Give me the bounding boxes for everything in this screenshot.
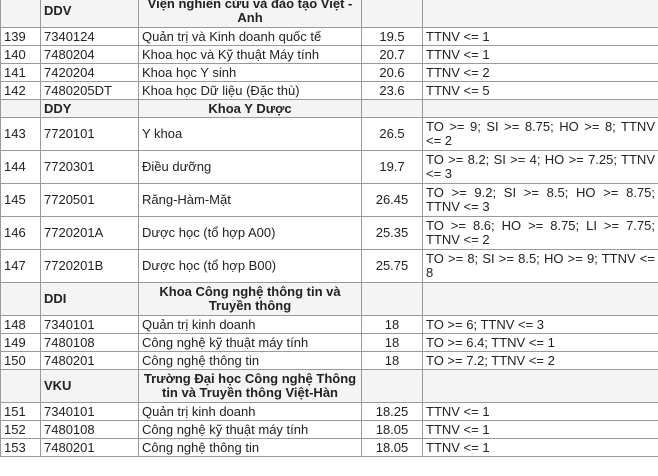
major-code-cell: 7480204 (41, 46, 139, 64)
group-row (1, 100, 658, 118)
group-row (1, 370, 658, 403)
major-name-cell: Y khoa (139, 118, 362, 151)
empty-cell (423, 0, 658, 28)
score-cell: 25.75 (362, 250, 423, 283)
score-cell: 18 (362, 334, 423, 352)
major-name-cell: Dược học (tổ hợp A00) (139, 217, 362, 250)
score-cell: 26.5 (362, 118, 423, 151)
table-row (1, 151, 658, 184)
empty-cell (423, 370, 658, 403)
score-cell: 20.6 (362, 64, 423, 82)
empty-cell (1, 283, 41, 316)
empty-cell (362, 370, 423, 403)
stt-cell: 143 (1, 118, 41, 151)
condition-cell: TTNV <= 1 (423, 421, 658, 439)
stt-cell: 145 (1, 184, 41, 217)
stt-cell: 139 (1, 28, 41, 46)
score-cell: 25.35 (362, 217, 423, 250)
empty-cell (362, 100, 423, 118)
condition-cell: TTNV <= 1 (423, 439, 658, 457)
major-name-cell: Khoa học Y sinh (139, 64, 362, 82)
table-row (1, 250, 658, 283)
stt-cell: 147 (1, 250, 41, 283)
table-row (1, 64, 658, 82)
group-row (1, 283, 658, 316)
empty-cell (423, 283, 658, 316)
table-row (1, 184, 658, 217)
empty-cell (362, 0, 423, 28)
table-row (1, 334, 658, 352)
condition-cell: TO >= 9.2; SI >= 8.5; HO >= 8.75; TTNV <= 3 (423, 184, 658, 217)
condition-cell: TTNV <= 1 (423, 28, 658, 46)
table-row (1, 421, 658, 439)
major-code-cell: 7340101 (41, 403, 139, 421)
condition-cell: TO >= 8.6; HO >= 8.75; LI >= 7.75; TTNV <= 2 (423, 217, 658, 250)
condition-cell: TO >= 9; SI >= 8.75; HO >= 8; TTNV <= 2 (423, 118, 658, 151)
empty-cell (423, 100, 658, 118)
score-cell: 26.45 (362, 184, 423, 217)
table-row (1, 46, 658, 64)
condition-cell: TTNV <= 1 (423, 46, 658, 64)
major-name-cell: Khoa học và Kỹ thuật Máy tính (139, 46, 362, 64)
score-cell: 23.6 (362, 82, 423, 100)
major-code-cell: 7720101 (41, 118, 139, 151)
major-code-cell: 7480201 (41, 352, 139, 370)
group-name: Trường Đại học Công nghệ Thông tin và Truyền thông Việt-Hàn (139, 370, 362, 403)
condition-cell: TO >= 6.4; TTNV <= 1 (423, 334, 658, 352)
major-name-cell: Răng-Hàm-Mặt (139, 184, 362, 217)
major-code-cell: 7720301 (41, 151, 139, 184)
group-code: VKU (41, 370, 139, 403)
stt-cell: 151 (1, 403, 41, 421)
stt-cell: 150 (1, 352, 41, 370)
major-name-cell: Điều dưỡng (139, 151, 362, 184)
score-cell: 19.5 (362, 28, 423, 46)
major-code-cell: 7480201 (41, 439, 139, 457)
major-name-cell: Công nghệ kỹ thuật máy tính (139, 421, 362, 439)
major-code-cell: 7720501 (41, 184, 139, 217)
major-name-cell: Công nghệ kỹ thuật máy tính (139, 334, 362, 352)
stt-cell: 140 (1, 46, 41, 64)
score-cell: 20.7 (362, 46, 423, 64)
group-code: DDY (41, 100, 139, 118)
stt-cell: 152 (1, 421, 41, 439)
major-name-cell: Công nghệ thông tin (139, 439, 362, 457)
major-name-cell: Quản trị kinh doanh (139, 316, 362, 334)
empty-cell (1, 370, 41, 403)
major-name-cell: Quản trị và Kinh doanh quốc tế (139, 28, 362, 46)
stt-cell: 146 (1, 217, 41, 250)
major-code-cell: 7720201A (41, 217, 139, 250)
major-code-cell: 7340101 (41, 316, 139, 334)
table-row (1, 217, 658, 250)
empty-cell (1, 100, 41, 118)
table-row (1, 439, 658, 457)
major-name-cell: Khoa học Dữ liệu (Đặc thù) (139, 82, 362, 100)
major-name-cell: Dược học (tổ hợp B00) (139, 250, 362, 283)
score-cell: 18.25 (362, 403, 423, 421)
condition-cell: TO >= 8; SI >= 8.5; HO >= 9; TTNV <= 8 (423, 250, 658, 283)
major-code-cell: 7720201B (41, 250, 139, 283)
major-code-cell: 7480108 (41, 334, 139, 352)
score-cell: 18 (362, 316, 423, 334)
empty-cell (1, 0, 41, 28)
group-code: DDI (41, 283, 139, 316)
score-cell: 18.05 (362, 421, 423, 439)
major-name-cell: Quản trị kinh doanh (139, 403, 362, 421)
condition-cell: TO >= 6; TTNV <= 3 (423, 316, 658, 334)
stt-cell: 149 (1, 334, 41, 352)
condition-cell: TTNV <= 2 (423, 64, 658, 82)
table-row (1, 316, 658, 334)
condition-cell: TTNV <= 1 (423, 403, 658, 421)
table-row (1, 118, 658, 151)
score-cell: 18 (362, 352, 423, 370)
group-name: Khoa Y Dược (139, 100, 362, 118)
stt-cell: 144 (1, 151, 41, 184)
group-name: Khoa Công nghệ thông tin và Truyền thông (139, 283, 362, 316)
table-row (1, 352, 658, 370)
stt-cell: 142 (1, 82, 41, 100)
score-cell: 18.05 (362, 439, 423, 457)
stt-cell: 153 (1, 439, 41, 457)
major-code-cell: 7420204 (41, 64, 139, 82)
major-code-cell: 7340124 (41, 28, 139, 46)
condition-cell: TTNV <= 5 (423, 82, 658, 100)
major-name-cell: Công nghệ thông tin (139, 352, 362, 370)
table-row (1, 28, 658, 46)
score-cell: 19.7 (362, 151, 423, 184)
stt-cell: 141 (1, 64, 41, 82)
group-row (1, 0, 658, 28)
stt-cell: 148 (1, 316, 41, 334)
group-name: Viện nghiên cứu và đào tạo Việt - Anh (139, 0, 362, 28)
table-row (1, 82, 658, 100)
major-code-cell: 7480205DT (41, 82, 139, 100)
table-row (1, 403, 658, 421)
major-code-cell: 7480108 (41, 421, 139, 439)
empty-cell (362, 283, 423, 316)
group-code: DDV (41, 0, 139, 28)
condition-cell: TO >= 8.2; SI >= 4; HO >= 7.25; TTNV <= 3 (423, 151, 658, 184)
condition-cell: TO >= 7.2; TTNV <= 2 (423, 352, 658, 370)
